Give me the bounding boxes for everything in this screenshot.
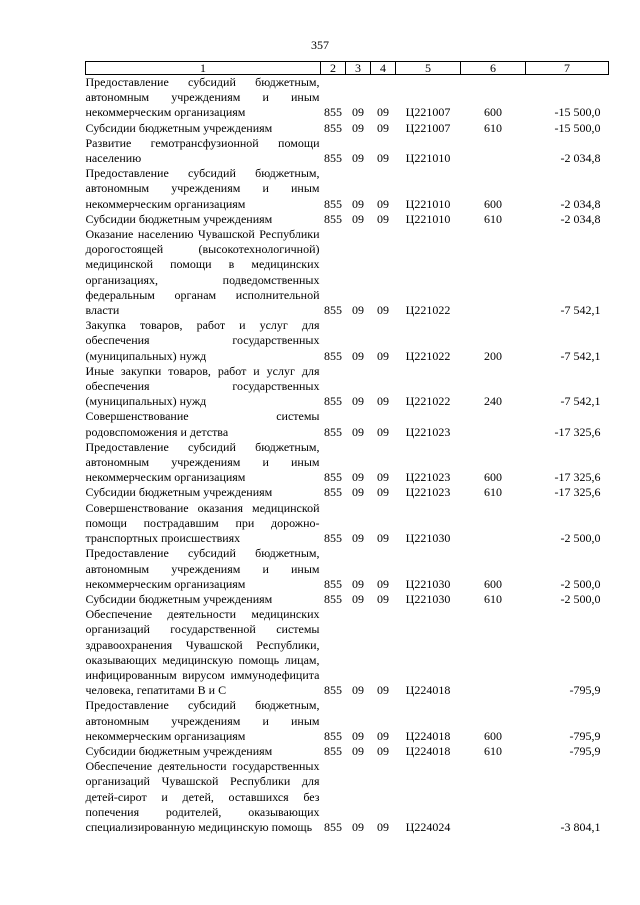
row-ministry: 855 xyxy=(324,394,342,409)
table-body xyxy=(86,75,609,836)
row-amount: -2 500,0 xyxy=(560,591,601,606)
row-ministry: 855 xyxy=(324,120,342,135)
row-subsection: 09 xyxy=(377,303,389,318)
row-target: Ц221030 xyxy=(405,576,451,591)
row-ministry: 855 xyxy=(324,424,342,439)
row-subsection: 09 xyxy=(377,485,389,500)
row-name: Обеспечение деятельности государственных организаций Чувашской Республики для детей-сирот и детей, оставшихся без попечения родителей, оказывающих специализированную медицинскую помощь xyxy=(85,759,320,834)
row-subsection: 09 xyxy=(377,394,389,409)
row-target: Ц221023 xyxy=(405,485,451,500)
row-name: Оказание населению Чувашской Республики дорогостоящей (высокотехнологичной) медицинской помощи в медицинских организациях, подведомственных федеральным органам исполнительной власти xyxy=(85,227,320,318)
row-subsection: 09 xyxy=(377,728,389,743)
row-expense-type xyxy=(461,409,526,439)
row-amount: -3 804,1 xyxy=(560,819,601,834)
row-amount: -795,9 xyxy=(569,683,601,698)
row-name: Иные закупки товаров, работ и услуг для обеспечения государственных (муниципальных) нужд xyxy=(85,363,320,409)
header-col-7: 7 xyxy=(526,62,609,75)
row-target: Ц221010 xyxy=(405,196,451,211)
row-amount: -15 500,0 xyxy=(554,120,601,135)
header-col-4: 4 xyxy=(371,62,396,75)
row-ministry: 855 xyxy=(324,303,342,318)
table-row xyxy=(86,318,609,364)
row-ministry: 855 xyxy=(324,591,342,606)
row-subsection: 09 xyxy=(377,424,389,439)
row-section: 09 xyxy=(352,819,364,834)
row-expense-type: 610 xyxy=(484,743,502,758)
row-expense-type: 610 xyxy=(484,591,502,606)
row-section: 09 xyxy=(352,683,364,698)
row-section: 09 xyxy=(352,591,364,606)
row-section: 09 xyxy=(352,424,364,439)
table-row xyxy=(86,501,609,547)
row-ministry: 855 xyxy=(324,683,342,698)
header-col-1: 1 xyxy=(86,62,321,75)
row-ministry: 855 xyxy=(324,151,342,166)
table-row xyxy=(86,485,609,500)
row-section: 09 xyxy=(352,743,364,758)
row-name: Субсидии бюджетным учреждениям xyxy=(85,211,273,226)
row-target: Ц221022 xyxy=(405,394,451,409)
row-subsection: 09 xyxy=(377,531,389,546)
row-expense-type: 600 xyxy=(484,728,502,743)
header-row xyxy=(86,62,609,75)
row-expense-type: 610 xyxy=(484,211,502,226)
row-name: Субсидии бюджетным учреждениям xyxy=(85,120,273,135)
row-amount: -2 034,8 xyxy=(560,151,601,166)
row-subsection: 09 xyxy=(377,105,389,120)
row-name: Развитие гемотрансфузионной помощи населению xyxy=(85,135,320,166)
row-name: Субсидии бюджетным учреждениям xyxy=(85,591,273,606)
row-amount: -17 325,6 xyxy=(554,424,601,439)
row-subsection: 09 xyxy=(377,819,389,834)
table-row xyxy=(86,607,609,698)
row-ministry: 855 xyxy=(324,743,342,758)
row-subsection: 09 xyxy=(377,743,389,758)
row-target: Ц221007 xyxy=(405,105,451,120)
table-row xyxy=(86,592,609,607)
row-ministry: 855 xyxy=(324,470,342,485)
row-subsection: 09 xyxy=(377,683,389,698)
row-section: 09 xyxy=(352,211,364,226)
row-target: Ц221010 xyxy=(405,211,451,226)
row-ministry: 855 xyxy=(324,531,342,546)
row-name: Предоставление субсидий бюджетным, автономным учреждениям и иным некоммерческим организациям xyxy=(85,166,320,211)
row-section: 09 xyxy=(352,576,364,591)
row-amount: -15 500,0 xyxy=(554,105,601,120)
row-expense-type xyxy=(461,501,526,547)
header-col-2: 2 xyxy=(321,62,346,75)
table-row xyxy=(86,744,609,759)
row-target: Ц224024 xyxy=(405,819,451,834)
row-amount: -795,9 xyxy=(569,728,601,743)
row-subsection: 09 xyxy=(377,470,389,485)
row-target: Ц221010 xyxy=(405,151,451,166)
table-row xyxy=(86,166,609,212)
row-section: 09 xyxy=(352,728,364,743)
row-expense-type: 610 xyxy=(484,485,502,500)
header-col-6: 6 xyxy=(461,62,526,75)
row-ministry: 855 xyxy=(324,819,342,834)
table-row xyxy=(86,136,609,166)
row-name: Предоставление субсидий бюджетным, автономным учреждениям и иным некоммерческим организациям xyxy=(85,75,320,120)
row-expense-type: 600 xyxy=(484,196,502,211)
row-ministry: 855 xyxy=(324,105,342,120)
table-row xyxy=(86,440,609,486)
table-row xyxy=(86,546,609,592)
row-expense-type xyxy=(461,607,526,698)
row-subsection: 09 xyxy=(377,120,389,135)
row-name: Предоставление субсидий бюджетным, автономным учреждениям и иным некоммерческим организациям xyxy=(85,698,320,743)
row-name: Совершенствование оказания медицинской помощи пострадавшим при дорожно-транспортных происшествиях xyxy=(85,500,320,546)
row-section: 09 xyxy=(352,394,364,409)
row-expense-type: 600 xyxy=(484,470,502,485)
row-section: 09 xyxy=(352,303,364,318)
row-amount: -2 500,0 xyxy=(560,531,601,546)
table-row xyxy=(86,227,609,318)
row-amount: -7 542,1 xyxy=(560,348,601,363)
page-number: 357 xyxy=(311,38,329,52)
row-section: 09 xyxy=(352,105,364,120)
row-amount: -795,9 xyxy=(569,743,601,758)
row-target: Ц221007 xyxy=(405,120,451,135)
row-name: Предоставление субсидий бюджетным, автономным учреждениям и иным некоммерческим организациям xyxy=(85,439,320,485)
row-expense-type: 200 xyxy=(484,348,502,363)
row-amount: -2 034,8 xyxy=(560,196,601,211)
row-target: Ц224018 xyxy=(405,683,451,698)
row-section: 09 xyxy=(352,120,364,135)
row-target: Ц221030 xyxy=(405,591,451,606)
row-section: 09 xyxy=(352,151,364,166)
row-subsection: 09 xyxy=(377,591,389,606)
row-amount: -2 034,8 xyxy=(560,211,601,226)
table-row xyxy=(86,409,609,439)
row-expense-type xyxy=(461,227,526,318)
row-name: Предоставление субсидий бюджетным, автономным учреждениям и иным некоммерческим организациям xyxy=(85,546,320,591)
table-row xyxy=(86,698,609,744)
row-target: Ц221023 xyxy=(405,424,451,439)
row-section: 09 xyxy=(352,196,364,211)
row-subsection: 09 xyxy=(377,211,389,226)
row-ministry: 855 xyxy=(324,485,342,500)
row-subsection: 09 xyxy=(377,576,389,591)
row-target: Ц221022 xyxy=(405,348,451,363)
row-name: Совершенствование системы родовспоможения и детства xyxy=(85,409,320,439)
row-target: Ц224018 xyxy=(405,743,451,758)
row-name: Субсидии бюджетным учреждениям xyxy=(85,743,273,758)
row-section: 09 xyxy=(352,485,364,500)
budget-table xyxy=(85,61,609,835)
table-row xyxy=(86,759,609,835)
row-expense-type: 240 xyxy=(484,394,502,409)
row-ministry: 855 xyxy=(324,576,342,591)
header-col-5: 5 xyxy=(396,62,461,75)
row-expense-type: 610 xyxy=(484,120,502,135)
row-subsection: 09 xyxy=(377,196,389,211)
row-amount: -17 325,6 xyxy=(554,470,601,485)
row-expense-type: 600 xyxy=(484,576,502,591)
row-ministry: 855 xyxy=(324,211,342,226)
row-section: 09 xyxy=(352,470,364,485)
row-amount: -2 500,0 xyxy=(560,576,601,591)
table-row xyxy=(86,212,609,227)
row-subsection: 09 xyxy=(377,151,389,166)
row-name: Закупка товаров, работ и услуг для обеспечения государственных (муниципальных) нужд xyxy=(85,318,320,363)
row-subsection: 09 xyxy=(377,348,389,363)
row-target: Ц221030 xyxy=(405,531,451,546)
table-row xyxy=(86,364,609,410)
row-expense-type xyxy=(461,136,526,166)
row-name: Обеспечение деятельности медицинских организаций государственной системы здравоохранения Чувашской Республики, оказывающих медицинскую помощь лицам, инфицированным вирусом иммунодефицита человека, гепатитами B и C xyxy=(85,607,320,698)
row-section: 09 xyxy=(352,531,364,546)
table-row xyxy=(86,75,609,121)
row-target: Ц221023 xyxy=(405,470,451,485)
table-row xyxy=(86,121,609,136)
row-ministry: 855 xyxy=(324,348,342,363)
row-expense-type xyxy=(461,759,526,835)
row-amount: -7 542,1 xyxy=(560,303,601,318)
row-ministry: 855 xyxy=(324,196,342,211)
row-section: 09 xyxy=(352,348,364,363)
row-amount: -7 542,1 xyxy=(560,394,601,409)
row-ministry: 855 xyxy=(324,728,342,743)
header-col-3: 3 xyxy=(346,62,371,75)
row-expense-type: 600 xyxy=(484,105,502,120)
row-target: Ц224018 xyxy=(405,728,451,743)
row-target: Ц221022 xyxy=(405,303,451,318)
row-amount: -17 325,6 xyxy=(554,485,601,500)
row-name: Субсидии бюджетным учреждениям xyxy=(85,485,273,500)
